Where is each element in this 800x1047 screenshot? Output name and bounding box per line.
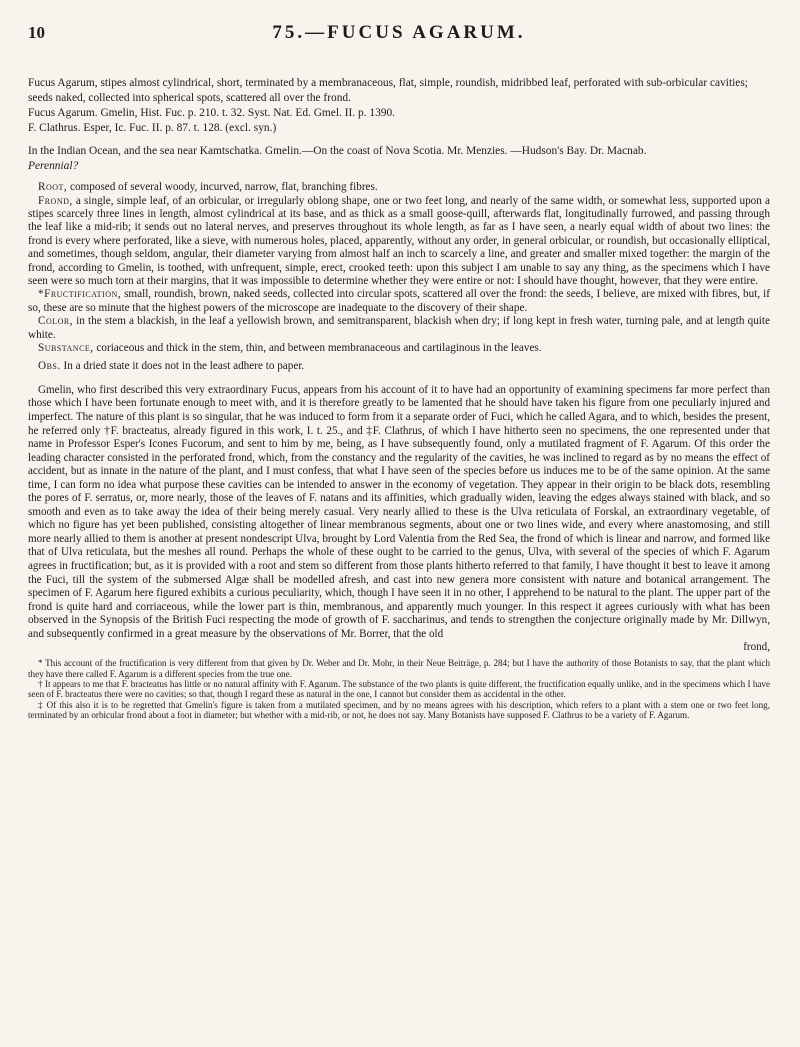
footnotes (28, 658, 770, 720)
discussion-section (28, 384, 770, 641)
synonym-gmelin: Fucus Agarum. Gmelin, Hist. Fuc. p. 210. t. 32. Syst. Nat. Ed. Gmel. II. p. 1390. (28, 107, 396, 119)
substance-paragraph (28, 342, 770, 355)
obs-label: Obs. (38, 360, 61, 373)
species-diagnosis (28, 76, 770, 136)
fructification-label: *Fructification, (38, 288, 122, 301)
substance-label: Substance, (38, 342, 94, 355)
duration-text (28, 159, 770, 174)
color-label: Color, (38, 315, 74, 328)
obs-text: In a dried state it does not in the least adhere to paper. (60, 360, 305, 373)
catchword: frond, (743, 641, 770, 654)
frond-text: a single, simple leaf, of an orbicular, or irregularly oblong shape, one or two feet long, and nearly of the same width, or somewhat less, supported upon a stipes scarcely three lines in length, almost cylindrical at its base, and as thick as a small goose-quill, afterwards flat, longitudinally furrowed, and passing through the leaf like a mid-rib; it sends out no lateral nerves, and preserves throughout its whole length, as far as I have seen, a nearly equal width of about two lines: the frond is every where perforated, like a sieve, with numerous holes, placed, apparently, without any order, in general orbicular, or roundish, but occasionally elliptical, and sometimes, though seldom, angular, their diameter varying from almost half an inch to scarcely a line, and greater and smaller mixed together: the margin of the frond, according to Gmelin, is toothed, with unfrequent, simple, erect, crooked teeth: upon this subject I am unable to say any thing, as the specimens which I have seen were so much torn at their margins, that it was impossible to determine whether they were entire or not: I should have thought, however, that they were entire. (28, 194, 770, 288)
color-text: in the stem a blackish, in the leaf a yellowish brown, and semitransparent, blackish when dry; if long kept in fresh water, turning pale, and at length quite white. (28, 315, 770, 341)
frond-label: Frond, (38, 194, 73, 207)
color-paragraph (28, 315, 770, 342)
page-number: 10 (28, 23, 45, 42)
root-label: Root, (38, 181, 68, 194)
obs-paragraph (28, 360, 770, 373)
fructification-paragraph (28, 288, 770, 315)
synonym-esper: F. Clathrus. Esper, Ic. Fuc. II. p. 87. t. 128. (excl. syn.) (28, 122, 277, 134)
substance-text: coriaceous and thick in the stem, thin, and between membranaceous and cartilaginous in the leaves. (93, 342, 542, 355)
page-header (28, 22, 770, 48)
running-head: 75.—FUCUS AGARUM. (272, 22, 526, 43)
footnote-1: * This account of the fructification is very different from that given by Dr. Weber and Dr. Mohr, in their Neue Beiträge, p. 284; but I have the authority of those Botanists to say, that the plant which they have there called F. Agarum is a different species from the true one. (28, 658, 770, 679)
discussion-paragraph: Gmelin, who first described this very extraordinary Fucus, appears from his account of it to have had an opportunity of examining specimens far more perfect than those which I have been fortunate enough to meet with, and it is therefore greatly to be lamented that he should have taken his figure from one peculiarly injured and imperfect. The nature of this plant is so singular, that he was induced to form from it a separate order of Fuci, which he called Agara, and to which, besides the present, he referred only †F. bracteatus, already figured in this work, I. t. 25., and ‡F. Clathrus, of which I have hitherto seen no specimens, the one represented under that name in Professor Esper's Icones Fucorum, and sent to him by me, being, as I have subsequently found, only a mutilated fragment of F. Agarum. Of this order the leading character consisted in the perforated frond, which, from the constancy and the regularity of the cavities, he was inclined to regard as by no means the effect of accident, but as innate in the nature of the plant, and I must confess, that what I have seen of the species before us induces me to be of the same opinion. At the same time, I can form no idea what purpose these cavities can be intended to answer in the economy of vegetation. They appear in their origin to be black dots, resembling the pores of F. serratus, or, more nearly, those of the leaves of F. natans and its affinities, which gradually widen, leaving the edges always stained with black, and so smooth and even as to take away the idea of their being merely casual. Very nearly allied to these is the Ulva reticulata of Forskal, an extraordinary vegetable, of which no figure has yet been published, consisting altogether of linear membranous segments, about one or two lines wide, and every where anastomosing, and still more nearly allied to them is another at present nondescript Ulva, brought by Lord Valentia from the Red Sea, the frond of which is linear and narrow, and formed like that of Ulva reticulata, but the meshes all round. Perhaps the whole of these ought to be carried to the genus, Ulva, with several of the species of which F. Agarum agrees in fructification; but, as it is provided with a root and stem so different from those plants hitherto referred to that family, I have thought it best to leave it among the Fuci, till the system of the submersed Algæ shall be modelled afresh, and cast into new genera more consistent with nature and botanical arrangement. The specimen of F. Agarum here figured exhibits a curious peculiarity, which, though I have seen it in no other, I apprehend to be natural to the plant. The upper part of the frond is quite hard and corriaceous, while the lower part is thin, membranous, and apparently much younger. In this respect it agrees curiously with what has been observed in the Synopsis of the British Fuci respecting the mode of growth of F. saccharinus, and tends to strengthen the conjecture originally made by Mr. Dillwyn, and subsequently confirmed in a great measure by the observations of Mr. Borrer, that the old (28, 383, 770, 640)
footnote-3: ‡ Of this also it is to be regretted that Gmelin's figure is taken from a mutilated specimen, and by no means agrees with his description, which refers to a plant with a stem one or two feet long, terminated by an orbicular frond about a foot in diameter; but whether with a mid-rib, or not, he does not say. Many Botanists have supposed F. Clathrus to be a variety of F. Agarum. (28, 699, 770, 721)
frond-paragraph (28, 195, 770, 289)
root-text: composed of several woody, incurved, narrow, flat, branching fibres. (67, 181, 378, 194)
duration-italic: Perennial? (28, 159, 79, 172)
footnote-2: † It appears to me that F. bracteatus has little or no natural affinity with F. Agarum. The substance of the two plants is quite different, the fructification equally unlike, and in the specimens which I have seen of F. bracteatus there were no cavities; so that, though I regard these as natural in the one, I cannot but consider them as accidental in the other. (28, 679, 770, 700)
fructification-text: small, roundish, brown, naked seeds, collected into circular spots, scattered all over the frond: the seeds, I believe, are mixed with fibres, but, if so, these are so minute that the highest powers of the microscope are inadequate to the discovery of their shape. (28, 288, 770, 314)
habitat-section (28, 144, 770, 173)
habitat-text: In the Indian Ocean, and the sea near Kamtschatka. Gmelin.—On the coast of Nova Scotia. Mr. Menzies. —Hudson's Bay. Dr. Macnab. (28, 145, 647, 157)
description-section (28, 181, 770, 355)
observation-section (28, 360, 770, 373)
diagnosis-text: Fucus Agarum, stipes almost cylindrical, short, terminated by a membranaceous, flat, simple, roundish, midribbed leaf, perforated with sub-orbicular cavities; seeds naked, collected into spherical spots, scattered all over the frond. (28, 77, 748, 104)
root-paragraph (28, 181, 770, 194)
